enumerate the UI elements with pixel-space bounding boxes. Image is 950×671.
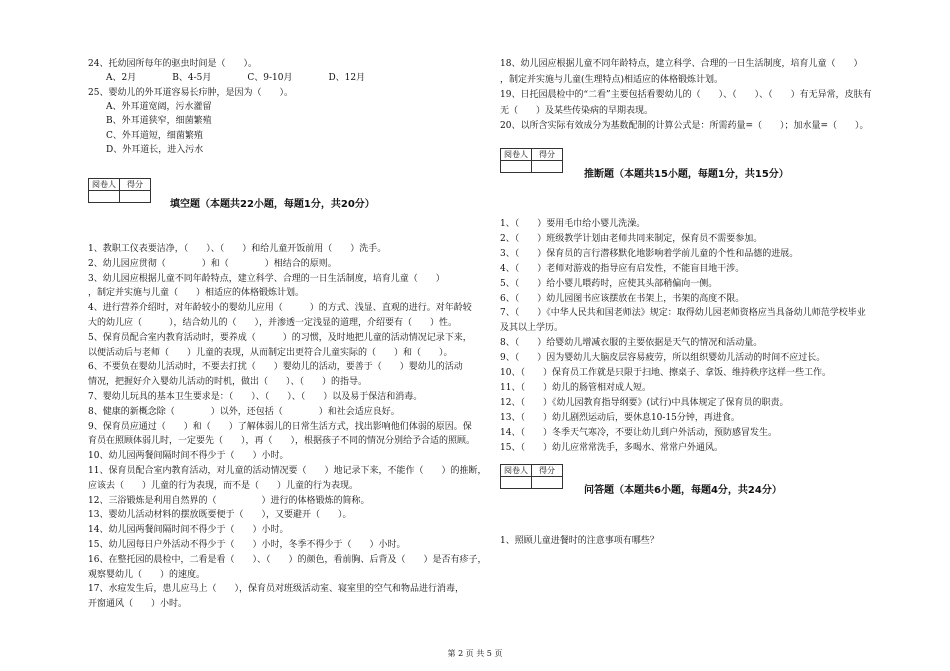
text-line: 2、（ ）班级教学计划由老师共同来制定，保育员不需要参加。 — [500, 233, 763, 244]
score-box-judge — [500, 148, 563, 173]
text-line: 19、日托园晨检中的“二看”主要包括看婴幼儿的（ ）、（ ）、（ ）有无异常，皮肤有 — [500, 90, 872, 100]
score-label: 得分 — [532, 465, 563, 477]
text-line: 11、保育员配合室内教育活动，对儿童的活动情况要（ ）地记录下来，不能作（ ）的推断， — [88, 466, 487, 476]
text-line: 情况，把握好介入婴幼儿活动的时机，做出（ ）、（ ）的指导。 — [88, 377, 368, 388]
reviewer-cell — [501, 161, 532, 173]
text-line: 11、（ ）幼儿的肠管相对成人短。 — [500, 382, 651, 393]
text-line: 6、不要负在婴幼儿活动时，不要去打扰（ ）婴幼儿的活动，要善于（ ）婴幼儿的活动 — [88, 362, 463, 373]
text-line: ，制定并实施与儿童（ ）相适应的体格锻炼计划。 — [88, 288, 305, 299]
text-line: 开窗通风（ ）小时。 — [88, 599, 188, 610]
page-footer: 第 2 页 共 5 页 — [447, 649, 503, 658]
reviewer-label: 阅卷人 — [501, 465, 532, 477]
text-line: 12、（ ）《幼儿园教育指导纲要》(试行)中具体规定了保育员的职责。 — [500, 397, 789, 408]
text-line: 无（ ）及某些传染病的早期表现。 — [500, 105, 654, 116]
text-line: 6、（ ）幼儿园图书应该摆放在书架上，书架的高度不限。 — [500, 293, 745, 304]
text-line: 14、幼儿园两餐间隔时间不得少于（ ）小时。 — [88, 525, 289, 536]
text-line: 应该去（ ）儿童的行为表现，而不是（ ）儿童的行为表现。 — [88, 480, 359, 491]
text-line: 2、幼儿园应贯彻（ ）和（ ）相结合的原则。 — [88, 258, 337, 269]
text-line: 大的幼儿应（ ），结合幼儿的（ ），并渗透一定浅显的道理，介绍要有（ ）性。 — [88, 318, 458, 328]
score-box-fill — [88, 178, 151, 203]
text-line: 9、（ ）因为婴幼儿大脑皮层容易疲劳，所以组织婴幼儿活动的时间不应过长。 — [500, 353, 826, 364]
text-line: 8、（ ）给婴幼儿增减衣服的主要依据是天气的情况和活动量。 — [500, 338, 763, 349]
text-line: 5、（ ）给小婴儿喂药时，应使其头部稍偏向一侧。 — [500, 278, 718, 289]
text-line: 10、幼儿园两餐间隔时间不得少于（ ）小时。 — [88, 451, 289, 462]
text-line: 7、婴幼儿玩具的基本卫生要求是：（ ）、（ ）、（ ）以及易于保洁和消毒。 — [88, 392, 423, 402]
reviewer-cell — [501, 477, 532, 489]
text-line: 18、幼儿园应根据儿童不同年龄特点，建立科学、合理的一日生活制度，培育儿童（ ） — [500, 59, 863, 69]
text-line: 1、照顾儿童进餐时的注意事项有哪些？ — [500, 536, 659, 546]
text-line: 25、婴幼儿的外耳道容易长疖肿，是因为（ ）。 — [88, 87, 293, 98]
reviewer-label: 阅卷人 — [89, 179, 120, 191]
text-line: 17、水痘发生后，患儿应马上（ ），保育员对班级活动室、寝室里的空气和物品进行消毒， — [88, 584, 464, 595]
text-line: 1、（ ）要用毛巾给小婴儿洗澡。 — [500, 219, 646, 229]
text-line: D、外耳道长，进入污水 — [106, 144, 204, 155]
text-line: 20、以所含实际有效成分为基数配制的计算公式是：所需药量=（ ）；加水量=（ ）。 — [500, 121, 869, 131]
judge-section-title: 推断题（本题共15小题，每题1分，共15分） — [584, 169, 789, 180]
text-line: 1、教职工仪表要洁净，（ ）、（ ）和给儿童开饭前用（ ）洗手。 — [88, 244, 387, 254]
text-line: A、2月 B、4-5月 C、9-10月 D、12月 — [106, 73, 366, 84]
text-line: 9、保育员应通过（ ）和（ ）了解体弱儿的日常生活方式，找出影响他们体弱的原因。保 — [88, 421, 472, 432]
score-cell — [120, 191, 151, 203]
text-line: 8、健康的新概念除（ ）以外，还包括（ ）和社会适应良好。 — [88, 406, 400, 417]
text-line: 15、（ ）幼儿应常常洗手，多喝水、常常户外通风。 — [500, 442, 723, 453]
text-line: 15、幼儿园每日户外活动不得少于（ ）小时，冬季不得少于（ ）小时。 — [88, 540, 406, 550]
score-label: 得分 — [120, 179, 151, 191]
text-line: 4、进行营养介绍时，对年龄较小的婴幼儿应用（ ）的方式、浅显、直观的进行。对年龄较 — [88, 303, 472, 314]
reviewer-label: 阅卷人 — [501, 149, 532, 161]
text-line: C、外耳道短，细菌繁殖 — [106, 130, 203, 141]
text-line: B、外耳道狭窄，细菌繁殖 — [106, 116, 212, 127]
text-line: 3、（ ）保育员的言行潜移默化地影响着学前儿童的个性和品德的进展。 — [500, 248, 799, 259]
text-line: 5、保育员配合室内教育活动时，要养成（ ）的习惯，及时地把儿童的活动情况记录下来， — [88, 332, 472, 343]
score-cell — [532, 477, 563, 489]
text-line: 12、三浴锻炼是利用自然界的（ ）进行的体格锻炼的简称。 — [88, 495, 370, 506]
text-line: 4、（ ）老师对游戏的指导应有启发性，不能盲目地干涉。 — [500, 263, 745, 274]
text-line: 24、托幼园所每年的驱虫时间是（ ）。 — [88, 59, 257, 69]
text-line: 7、（ ）《中华人民共和国老师法》规定：取得幼儿园老师资格应当具备幼儿师范学校毕业 — [500, 308, 866, 319]
text-line: 观察婴幼儿（ ）的速度。 — [88, 569, 206, 580]
text-line: 以便活动后与老师（ ）儿童的表现，从而制定出更符合儿童实际的（ ）和（ ）。 — [88, 347, 453, 358]
text-line: A、外耳道宽阔，污水灌留 — [106, 101, 212, 112]
score-box-qa — [500, 464, 563, 489]
reviewer-cell — [89, 191, 120, 203]
text-line: 16、在整托园的晨检中，二看是看（ ）、（ ）的颜色，看前胸、后背及（ ）是否有疹子， — [88, 554, 487, 565]
text-line: 13、（ ）幼儿剧烈运动后，要休息10-15分钟，再进食。 — [500, 412, 740, 423]
fill-section-title: 填空题（本题共22小题，每题1分，共20分） — [170, 199, 375, 210]
text-line: ，制定并实施与儿童(生理特点)相适应的体格锻炼计划。 — [500, 74, 724, 85]
score-cell — [532, 161, 563, 173]
text-line: 13、婴幼儿活动材料的摆放既要便于（ ），又要避开（ ）。 — [88, 510, 352, 521]
text-line: 3、幼儿园应根据儿童不同年龄特点，建立科学、合理的一日生活制度，培育儿童（ ） — [88, 273, 445, 284]
score-label: 得分 — [532, 149, 563, 161]
text-line: 10、（ ）保育员工作就是只限于扫地、擦桌子、拿饭、维持秩序这样一些工作。 — [500, 368, 831, 378]
qa-section-title: 问答题（本题共6小题，每题4分，共24分） — [584, 485, 782, 496]
text-line: 14、（ ）冬季天气寒冷，不要让幼儿到户外活动，预防感冒发生。 — [500, 427, 777, 438]
text-line: 育员在照顾体弱儿时，一定要先（ ），再（ ），根据孩子不同的情况分别给予合适的照顾。 — [88, 436, 476, 447]
text-line: 及其以上学历。 — [500, 323, 564, 334]
